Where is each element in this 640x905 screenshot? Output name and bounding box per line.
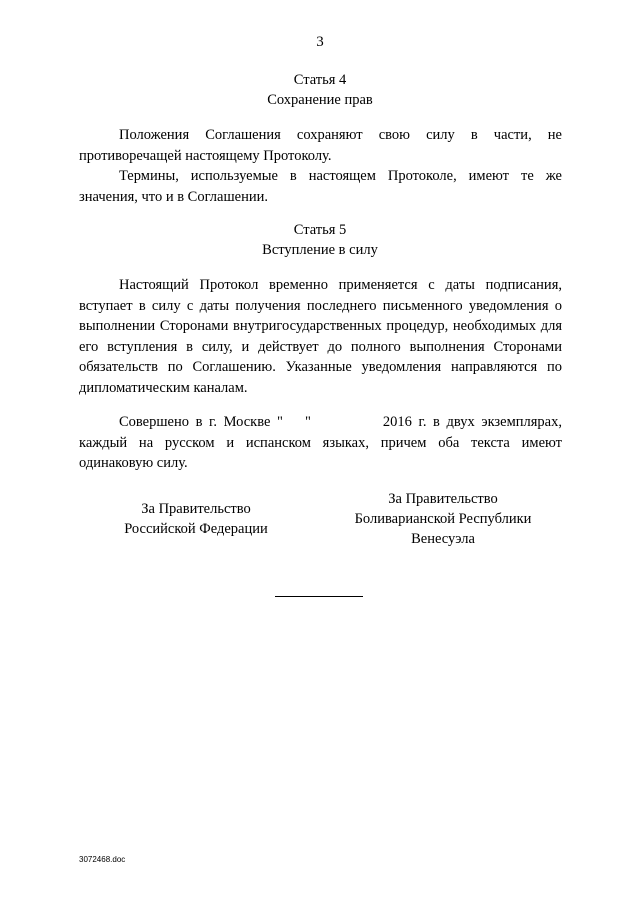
article-4-paragraph-2: Термины, используемые в настоящем Протоколе, имеют те же значения, что и в Соглашении. [79, 168, 562, 205]
signature-right [333, 489, 553, 549]
footer-filename: 3072468.doc [79, 855, 126, 864]
closing-paragraph [79, 412, 562, 474]
article-5-title: Вступление в силу [262, 242, 378, 258]
signature-right-line-3: Венесуэла [411, 531, 475, 547]
article-5-paragraph: Настоящий Протокол временно применяется с даты подписания, вступает в силу с даты получения последнего письменного уведомления о выполнении Сторонами внутригосударственных процедур, необходимых для его вступления в силу, и действует до полного выполнения Сторонами обязательств по Соглашению. Указанные уведомления направляются по дипломатическим каналам. [79, 277, 562, 396]
page-number: 3 [316, 34, 324, 50]
signature-left [96, 499, 296, 539]
closing-part-3: 2016 г. в двух экземплярах, каждый на русском и испанском языках, причем оба текста имеют одинаковую силу. [79, 414, 562, 471]
article-4-title: Сохранение прав [267, 92, 373, 108]
closing-part-1: Совершено в г. Москве " [119, 414, 283, 430]
signature-right-line-1: За Правительство [388, 491, 498, 507]
article-4-heading [0, 70, 640, 110]
article-5-heading [0, 220, 640, 260]
article-4-number: Статья 4 [293, 72, 347, 88]
closing-rule [275, 596, 363, 597]
signature-left-line-1: За Правительство [141, 501, 251, 517]
signature-right-line-2: Боливарианской Республики [354, 511, 532, 527]
signature-left-line-2: Российской Федерации [124, 521, 268, 537]
article-5-number: Статья 5 [293, 222, 347, 238]
article-4-paragraph-1: Положения Соглашения сохраняют свою силу в части, не противоречащей настоящему Протоколу. [79, 127, 562, 164]
closing-part-2: " [304, 414, 311, 430]
